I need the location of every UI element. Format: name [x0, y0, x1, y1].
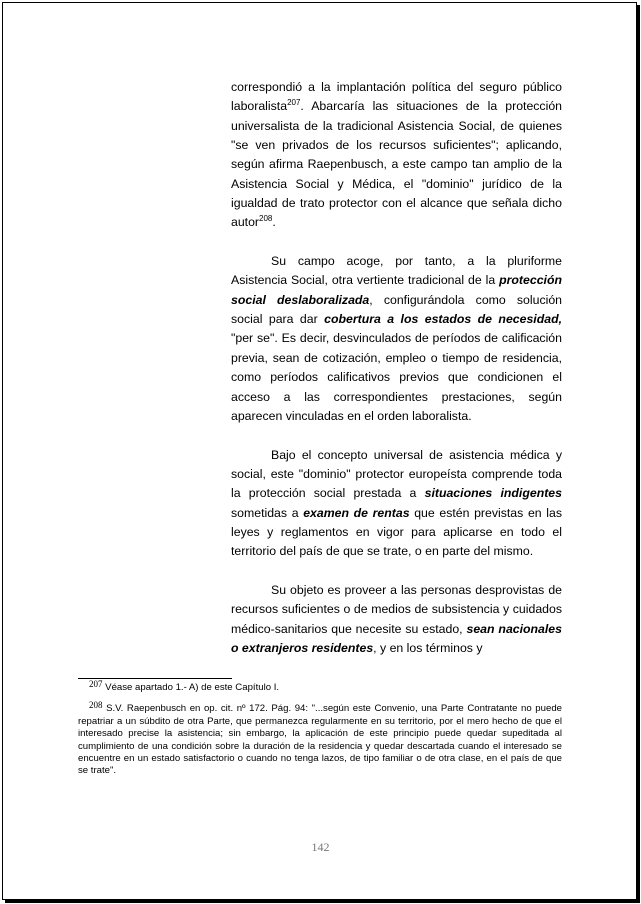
text-run: , configurándola como solución social para dar — [231, 292, 562, 327]
footnote-ref-208[interactable]: 208 — [259, 214, 273, 224]
text-run: "per se". Es decir, desvinculados de períodos de calificación previa, sean de cotización, empleo o tiempo de residencia, como períodos calificativos previos que condicionen el acceso a las correspondientes prestaciones, según aparecen vinculadas en el orden laboralista. — [231, 331, 562, 423]
emphasis: cobertura a los estados de necesidad, — [324, 312, 562, 327]
page-number: 142 — [311, 840, 330, 854]
text-run: Su objeto es proveer a las personas desprovistas de recursos suficientes o de medios de subsistencia y cuidados médico-sanitarios que necesite su estado, — [231, 582, 562, 636]
paragraph-3 — [231, 446, 562, 562]
footnote-ref-207[interactable]: 207 — [287, 98, 301, 108]
text-run: Su campo acoge, por tanto, a la pluriforme Asistencia Social, otra vertiente tradicional de la — [231, 254, 562, 288]
text-run: . Abarcaría las situaciones de la protección universalista de la tradicional Asistencia Social, de quienes "se ven privados de los recursos suficientes"; aplicando, según afirma Raepenbusch, a este campo tan amplio de la Asistencia Social y Médica, el "dominio" jurídico de la igualdad de trato protector con el alcance que señala dicho autor — [231, 99, 562, 230]
footnote-number: 208 — [89, 700, 103, 711]
emphasis: protección social deslaboralizada — [231, 273, 562, 307]
text-run: sometidas a — [231, 505, 304, 520]
emphasis: situaciones indigentes — [424, 486, 562, 501]
emphasis: examen de rentas — [303, 505, 410, 520]
footnote-208 — [78, 700, 562, 777]
footnote-text: Véase apartado 1.- A) de este Capítulo I. — [102, 682, 280, 693]
text-run: que estén previstas en las leyes y reglamentos en vigor para aplicarse en todo el territorio del país de que se trate, o en parte del mismo. — [231, 505, 562, 559]
footnote-text: S.V. Raepenbusch en op. cit. nº 172. Pág. 94: "...según este Convenio, una Parte Contratante no puede repatriar a un súbdito de otra Parte, que permanezca regularmente en su territorio, por el mero hecho de que el interesado precise la asistencia; sin embargo, la aplicación de este principio puede quedar supeditada al cumplimiento de una condición sobre la duración de la residencia y quedar descartada cuando el interesado se encuentre en un estado satisfactorio o cuando no tenga lazos, de tipo familiar o de otra clase, en el país de que se trate". — [78, 703, 562, 777]
text-run: , y en los términos y — [373, 640, 483, 655]
paragraph-4 — [231, 581, 562, 658]
paragraph-2 — [231, 252, 562, 426]
emphasis: sean nacionales o extranjeros residentes — [231, 621, 562, 655]
paragraph-1 — [231, 78, 562, 233]
text-run: . — [272, 215, 276, 230]
text-run: correspondió a la implantación política del seguro público laboralista — [231, 80, 562, 114]
text-run: Bajo el concepto universal de asistencia médica y social, este "dominio" protector europeísta comprende toda la protección social prestada a — [231, 447, 562, 501]
body-text — [231, 78, 562, 678]
footnote-number: 207 — [89, 679, 103, 689]
footnotes — [78, 679, 562, 787]
footnote-207 — [78, 679, 562, 694]
